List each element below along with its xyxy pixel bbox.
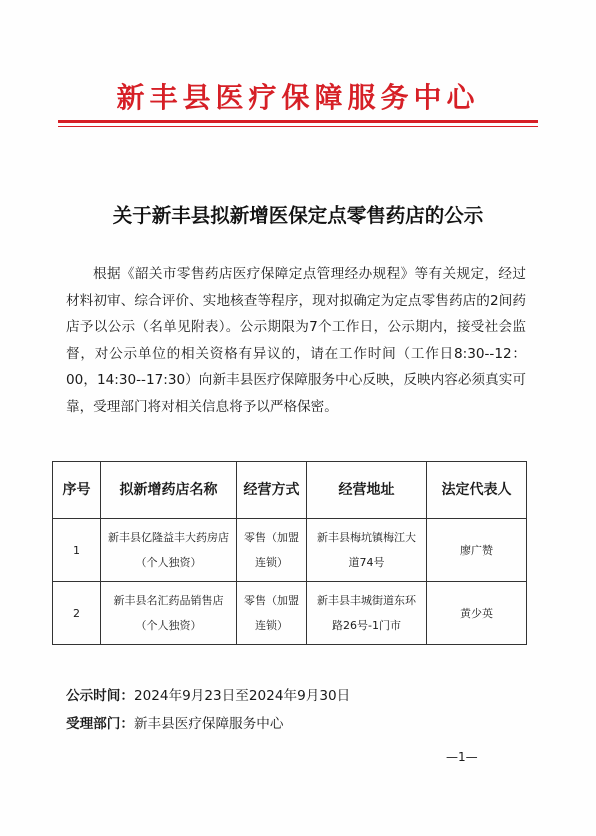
header-rule-thick (58, 120, 538, 123)
period-label: 公示时间： (66, 688, 134, 704)
cell-name: 新丰县名汇药品销售店（个人独资） (101, 582, 237, 645)
publicity-period (66, 684, 350, 704)
table-row (53, 582, 527, 645)
table-row (53, 519, 527, 582)
pharmacy-table (52, 461, 527, 645)
cell-rep: 廖广赞 (427, 519, 527, 582)
page-number: —1— (446, 750, 478, 764)
cell-no: 1 (53, 519, 101, 582)
cell-rep: 黄少英 (427, 582, 527, 645)
cell-mode: 零售（加盟连锁） (237, 519, 307, 582)
period-value: 2024年9月23日至2024年9月30日 (133, 688, 351, 704)
cell-no: 2 (53, 582, 101, 645)
header-rule-thin (58, 126, 538, 127)
notice-body: 根据《韶关市零售药店医疗保障定点管理经办规程》等有关规定，经过材料初审、综合评价、实地核查等程序，现对拟确定为定点零售药店的2间药店予以公示（名单见附表）。公示期限为7个工作日，公示期内，接受社会监督，对公示单位的相关资格有异议的，请在工作时间（工作日8:30--12：00，14:30--17:30）向新丰县医疗保障服务中心反映，反映内容必须真实可靠，受理部门将对相关信息将予以严格保密。 (66, 266, 526, 415)
document-title: 关于新丰县拟新增医保定点零售药店的公示 (112, 204, 484, 227)
header-no: 序号 (53, 462, 101, 519)
cell-mode: 零售（加盟连锁） (237, 582, 307, 645)
org-header: 新丰县医疗保障服务中心 (116, 81, 480, 114)
cell-address: 新丰县梅坑镇梅江大道74号 (307, 519, 427, 582)
header-rep: 法定代表人 (427, 462, 527, 519)
header-name: 拟新增药店名称 (101, 462, 237, 519)
header-mode: 经营方式 (237, 462, 307, 519)
accepting-department (66, 712, 284, 732)
cell-name: 新丰县亿隆益丰大药房店（个人独资） (101, 519, 237, 582)
table-header-row (53, 462, 527, 519)
dept-label: 受理部门： (66, 716, 134, 732)
header-address: 经营地址 (307, 462, 427, 519)
cell-address: 新丰县丰城街道东环路26号-1门市 (307, 582, 427, 645)
dept-value: 新丰县医疗保障服务中心 (133, 716, 284, 732)
